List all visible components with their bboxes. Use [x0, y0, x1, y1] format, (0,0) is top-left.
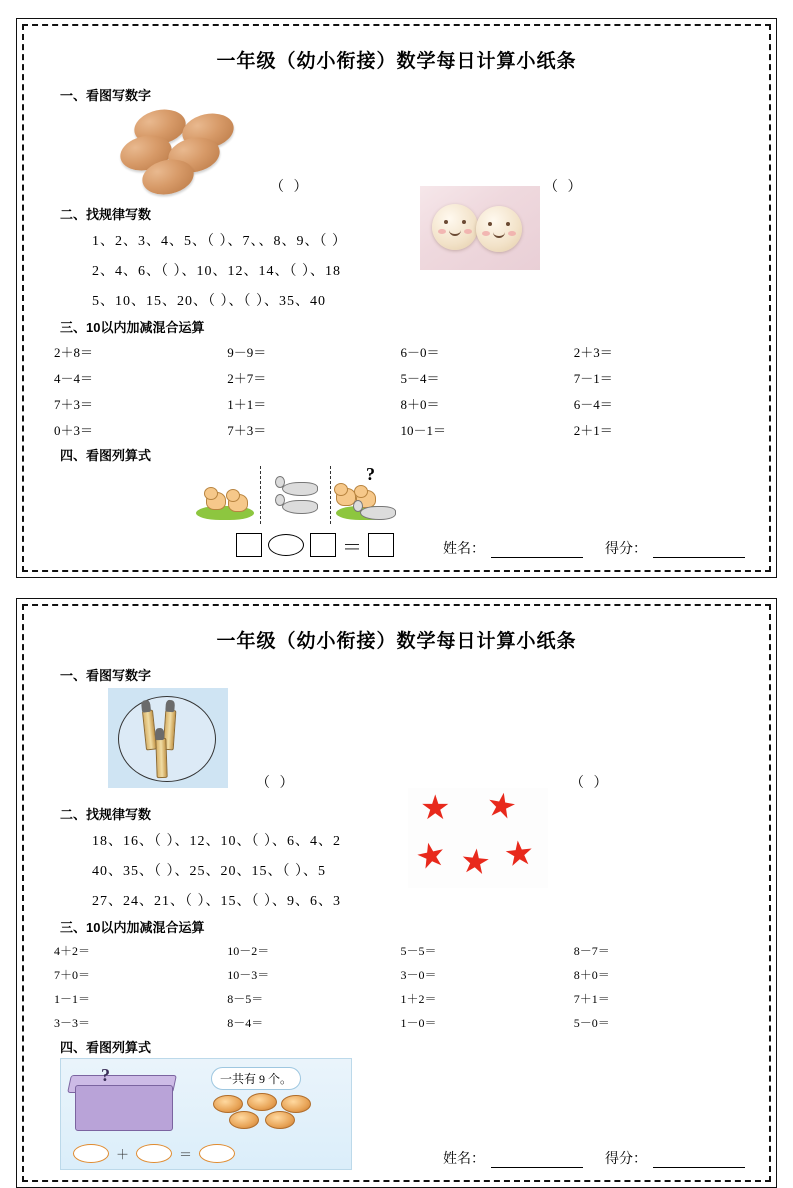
worksheet-sheet-2 [16, 598, 777, 1188]
calc-item[interactable]: 7－1＝ [573, 371, 613, 386]
pattern-line[interactable]: 27、24、21、（ ）、15、（ ）、9、6、3 [92, 894, 341, 909]
score-label: 得分： [605, 1152, 647, 1167]
name-input-line[interactable] [491, 543, 583, 558]
calc-item[interactable]: 4＋2＝ [54, 944, 91, 958]
pattern-line[interactable]: 1、2、3、4、5、（ ）、7、、8、9、（ ） [92, 234, 347, 249]
sheet-2-inner-border [22, 604, 771, 1182]
answer-blank-2-1[interactable]: （ ） [256, 776, 297, 791]
pattern-line[interactable]: 40、35、（ ）、25、20、15、（ ）、5 [92, 864, 326, 879]
bread-box-illustration [60, 1058, 352, 1170]
calc-item[interactable]: 2＋1＝ [573, 423, 613, 438]
sheet-2-footer [443, 1148, 745, 1168]
calc-item[interactable]: 9－9＝ [227, 345, 267, 360]
score-field-group[interactable] [605, 1148, 745, 1168]
calc-item[interactable]: 6－4＝ [573, 397, 613, 412]
name-input-line[interactable] [491, 1153, 583, 1168]
name-field-group[interactable] [443, 538, 583, 558]
answer-blank-1-1[interactable]: （ ） [270, 180, 311, 195]
puppies-geese-illustration [190, 466, 400, 524]
equation-oval-1[interactable] [73, 1144, 109, 1163]
equation-oval-2[interactable] [136, 1144, 172, 1163]
calc-item[interactable]: 7＋3＝ [227, 423, 267, 438]
answer-blank-1-2[interactable]: （ ） [544, 180, 585, 195]
calc-item[interactable]: 4－4＝ [54, 371, 94, 386]
calc-item[interactable]: 6－0＝ [400, 345, 440, 360]
score-input-line[interactable] [653, 1153, 745, 1168]
cookies-photo [420, 186, 540, 270]
name-label: 姓名： [443, 542, 485, 557]
calc-item[interactable]: 3－3＝ [54, 1016, 91, 1030]
scene-panel-middle [260, 466, 330, 524]
calc-item[interactable]: 1－1＝ [54, 992, 91, 1006]
calc-item[interactable]: 5－4＝ [400, 371, 440, 386]
section-heading-1-4: 四、看图列算式 [60, 448, 152, 463]
star-icon: ★ [420, 790, 451, 827]
calc-item[interactable]: 1＋1＝ [227, 397, 267, 412]
calc-item[interactable]: 8＋0＝ [573, 968, 610, 982]
scene-panel-right [330, 466, 400, 524]
calc-item[interactable]: 10－2＝ [227, 944, 270, 958]
sheet-1-footer [443, 538, 745, 558]
section-heading-1-3: 三、10以内加减混合运算 [60, 320, 205, 335]
calc-item[interactable]: 10－1＝ [400, 423, 447, 438]
section-heading-2-1: 一、看图写数字 [60, 668, 152, 683]
equation-oval-3[interactable] [199, 1144, 235, 1163]
stars-photo [408, 785, 548, 888]
calc-grid-1 [54, 342, 747, 439]
section-heading-2-4: 四、看图列算式 [60, 1040, 152, 1055]
calc-item[interactable]: 8＋0＝ [400, 397, 440, 412]
calc-item[interactable]: 2＋7＝ [227, 371, 267, 386]
section-heading-2-2: 二、找规律写数 [60, 807, 152, 822]
sheet-1-picture-row [60, 106, 747, 202]
score-field-group[interactable] [605, 538, 745, 558]
calc-item[interactable]: 1－0＝ [400, 1016, 437, 1030]
calc-item[interactable]: 8－4＝ [227, 1016, 264, 1030]
calc-item[interactable]: 2＋3＝ [573, 345, 613, 360]
calc-item[interactable]: 2＋8＝ [54, 345, 94, 360]
page-title-2: 一年级（幼小衔接）数学每日计算小纸条 [216, 631, 577, 652]
equation-box-1[interactable] [236, 533, 262, 557]
calc-item[interactable]: 10－3＝ [227, 968, 270, 982]
worksheet-sheet-1 [16, 18, 777, 578]
calc-item[interactable]: 7＋0＝ [54, 968, 91, 982]
calc-item[interactable]: 7＋1＝ [573, 992, 610, 1006]
calc-item[interactable]: 1＋2＝ [400, 992, 437, 1006]
calc-item[interactable]: 7＋3＝ [54, 397, 94, 412]
equals-sign: ＝ [179, 1147, 193, 1162]
question-mark-label: ? [101, 1065, 110, 1085]
name-field-group[interactable] [443, 1148, 583, 1168]
name-label: 姓名： [443, 1152, 485, 1167]
star-icon: ★ [412, 835, 450, 878]
answer-blank-2-2[interactable]: （ ） [570, 776, 611, 791]
scene-panel-left [190, 466, 260, 524]
eggs-illustration [120, 110, 270, 188]
score-input-line[interactable] [653, 543, 745, 558]
page-title-1: 一年级（幼小衔接）数学每日计算小纸条 [216, 51, 577, 72]
sheet-1-inner-border [22, 24, 771, 572]
section-heading-1-2: 二、找规律写数 [60, 207, 152, 222]
pattern-line[interactable]: 5、10、15、20、（ ）、（ ）、35、40 [92, 294, 326, 309]
calc-item[interactable]: 8－7＝ [573, 944, 610, 958]
section-heading-2-3: 三、10以内加减混合运算 [60, 920, 205, 935]
paintbrushes-illustration [108, 688, 228, 788]
equation-box-3[interactable] [368, 533, 394, 557]
pattern-line[interactable]: 18、16、（ ）、12、10、（ ）、6、4、2 [92, 834, 341, 849]
equation-blank-row-2[interactable] [73, 1144, 235, 1163]
equation-box-2[interactable] [310, 533, 336, 557]
speech-bubble-text: 一共有 9 个。 [211, 1067, 301, 1090]
question-mark-label: ? [366, 464, 375, 484]
calc-item[interactable]: 3－0＝ [400, 968, 437, 982]
plus-sign: ＋ [116, 1147, 130, 1162]
equation-operator-oval[interactable] [268, 534, 304, 556]
star-icon: ★ [502, 834, 537, 875]
calc-item[interactable]: 8－5＝ [227, 992, 264, 1006]
pattern-line[interactable]: 2、4、6、（ ）、10、12、14、（ ）、18 [92, 264, 341, 279]
calc-grid-2 [54, 942, 747, 1031]
calc-item[interactable]: 0＋3＝ [54, 423, 94, 438]
star-icon: ★ [483, 785, 520, 828]
calc-item[interactable]: 5－5＝ [400, 944, 437, 958]
calc-item[interactable]: 5－0＝ [573, 1016, 610, 1030]
star-icon: ★ [458, 842, 493, 883]
score-label: 得分： [605, 542, 647, 557]
section-heading-1-1: 一、看图写数字 [60, 88, 152, 103]
equals-sign: ＝ [342, 536, 362, 559]
